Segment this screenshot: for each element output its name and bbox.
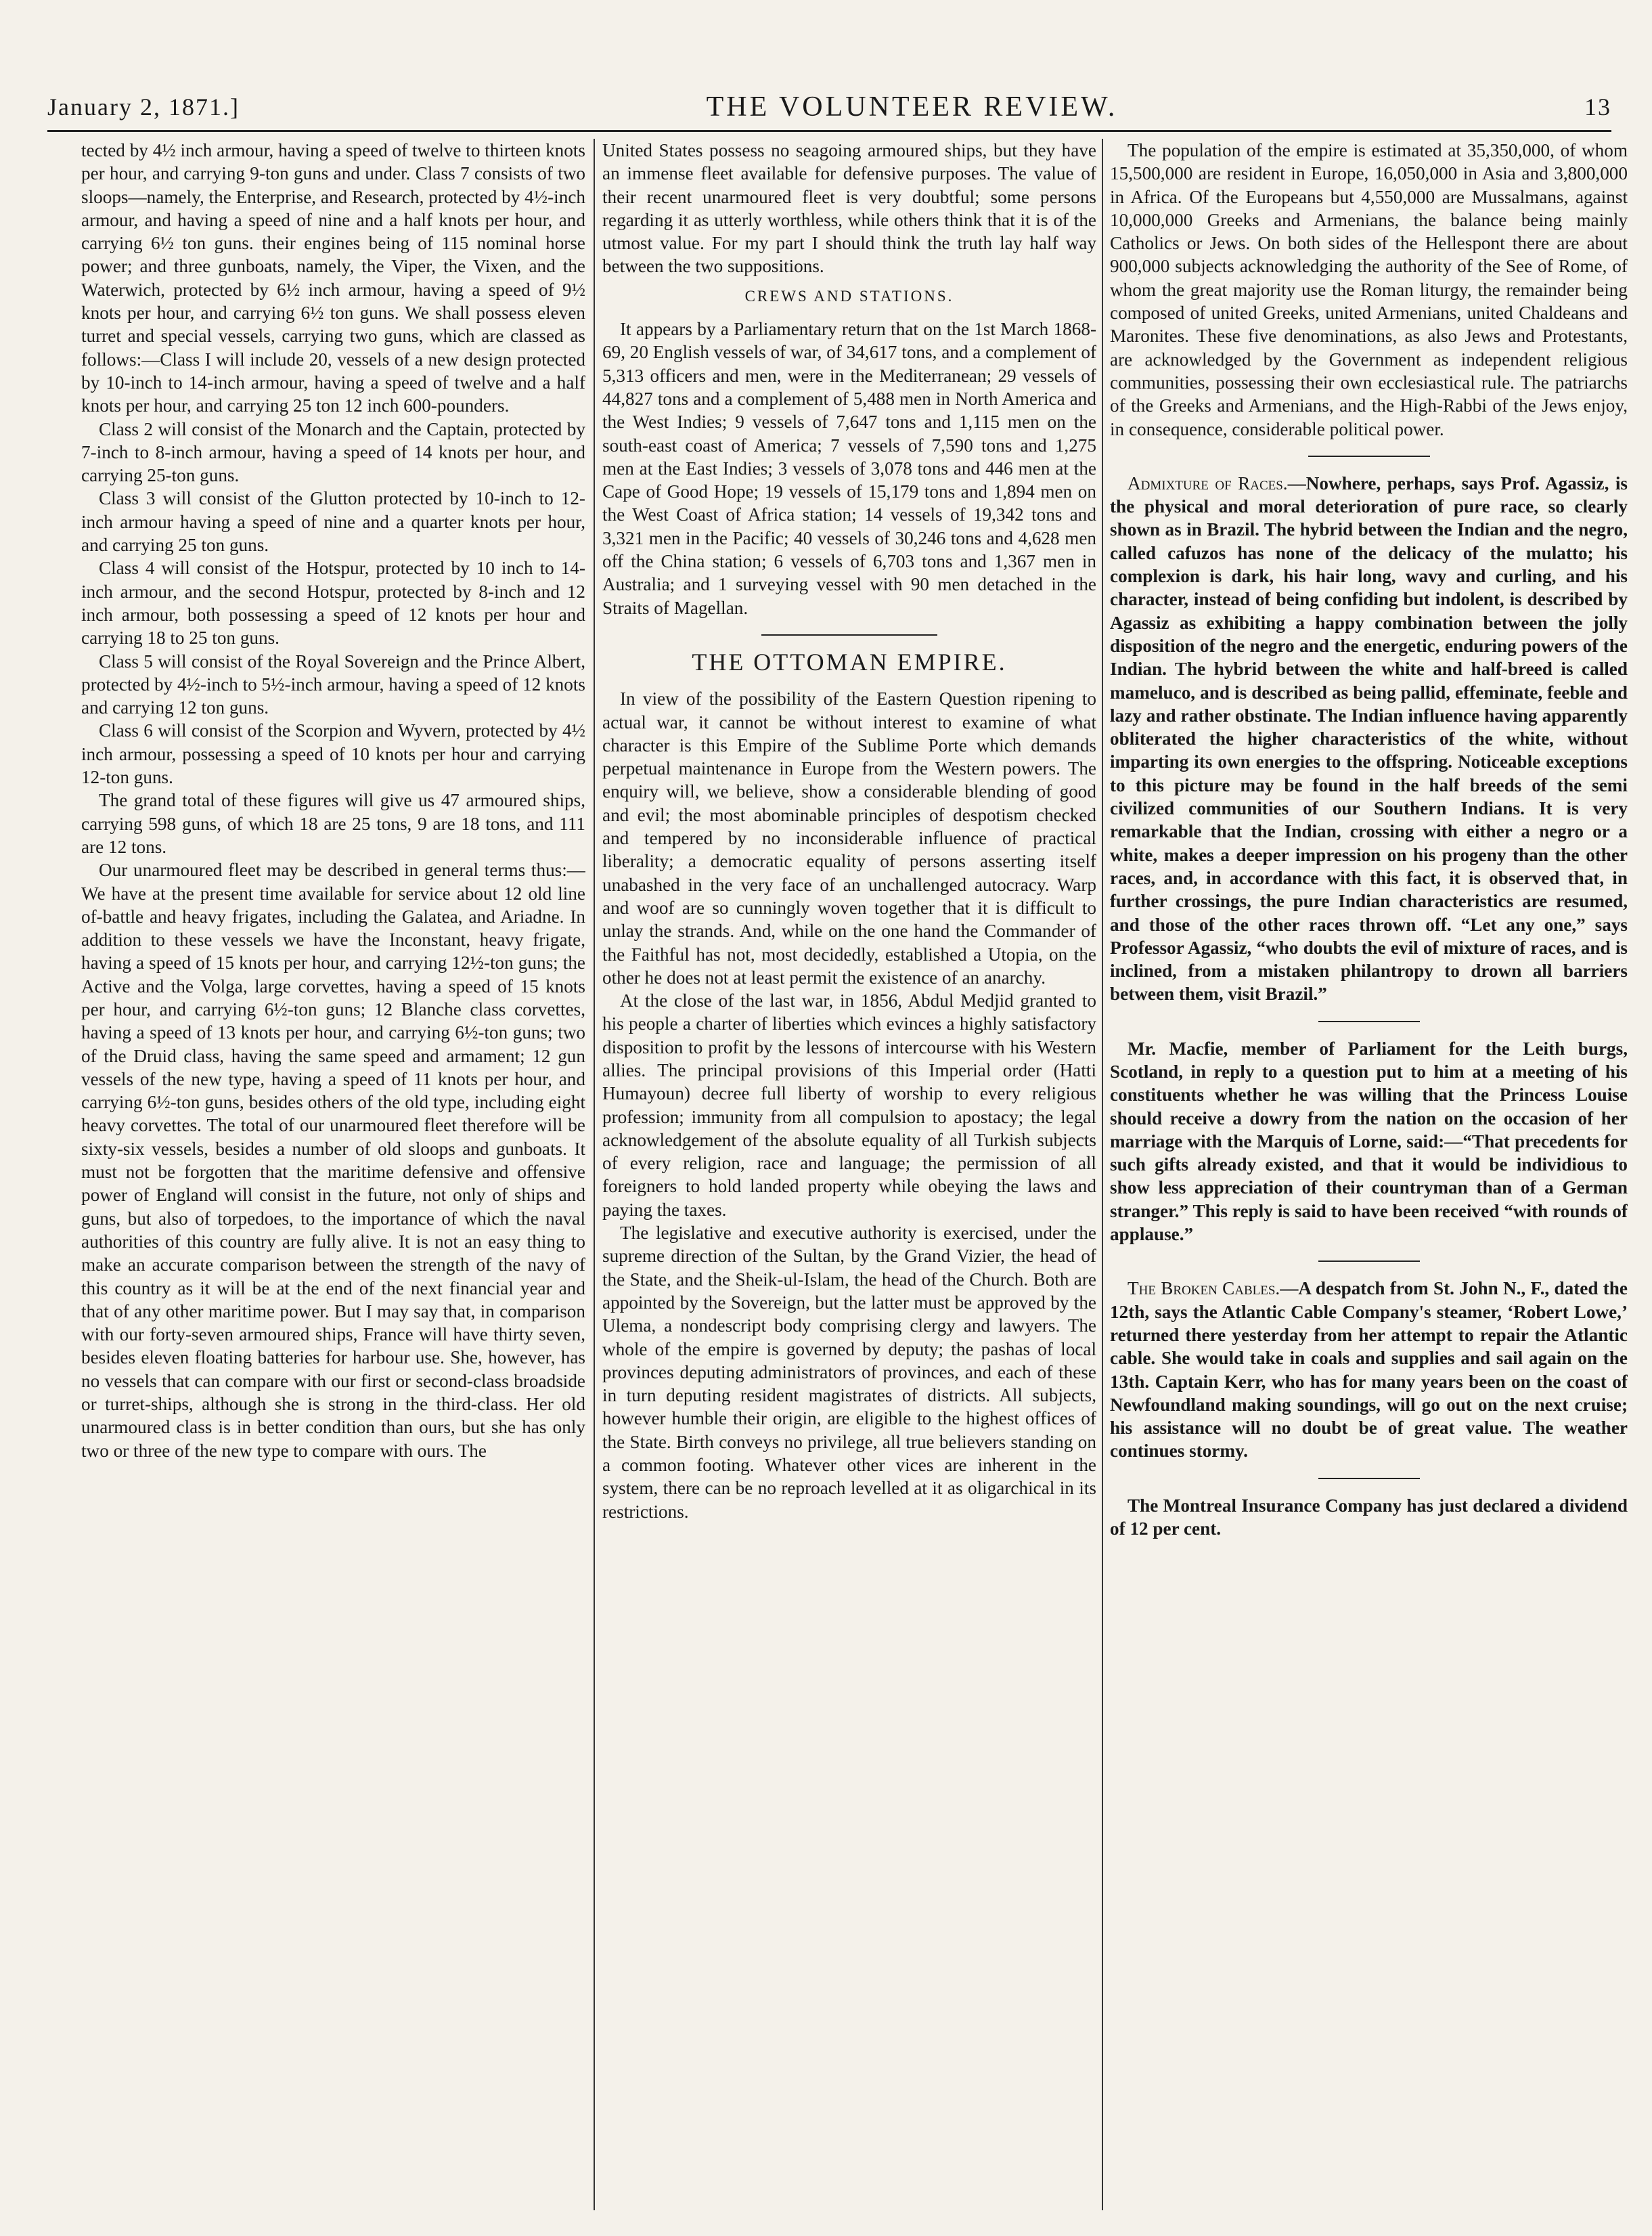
newspaper-title: THE VOLUNTEER REVIEW. bbox=[706, 91, 1118, 123]
page-number: 13 bbox=[1584, 93, 1611, 120]
paragraph: Class 5 will consist of the Royal Sovereign and the Prince Albert, protected by 4½-inch to 5½-inch armour, having a speed of 12 knots and carrying 12 ton guns. bbox=[81, 651, 585, 718]
paragraph: The grand total of these figures will give us 47 armoured ships, carrying 598 guns, of which 18 are 25 tons, 9 are 18 tons, and 111 are 12 tons. bbox=[81, 790, 585, 857]
paragraph: tected by 4½ inch armour, having a speed of twelve to thirteen knots per hour, and carrying 9-ton guns and under. Class 7 consists of two sloops—namely, the Enterprise, and Research, protected by 4½-inch armour, and having a speed of nine and a half knots per hour, and carrying 6½ ton guns. their engines being of 115 nominal horse power; and three gunboats, namely, the Viper, the Vixen, and the Waterwich, protected by 6½ inch armour, having a speed of 9½ knots per hour, and carrying 6½ ton guns. We shall possess eleven turret and special vessels, carrying two guns, which are classed as follows:—Class I will include 20, vessels of a new design protected by 10-inch to 14-inch armour, having a speed of twelve and a half knots per hour, and carrying 25 ton 12 inch 600-pounders. bbox=[81, 140, 585, 416]
header-rule bbox=[47, 130, 1611, 132]
page-header bbox=[47, 87, 1611, 127]
paragraph: Class 4 will consist of the Hotspur, protected by 10 inch to 14-inch armour, and the second Hotspur, protected by 8-inch and 12 inch armour, both possessing a speed of 12 knots per hour and carrying 18 to 25 ton guns. bbox=[81, 558, 585, 649]
paragraph bbox=[1110, 1277, 1628, 1462]
paragraph: In view of the possibility of the Eastern Question ripening to actual war, it cannot be without interest to examine of what character is this Empire of the Sublime Porte which demands perpetual maintenance in Europe from the Western powers. The enquiry will, we believe, show a considerable blending of good and evil; the most abominable principles of despotism checked and tempered by no inconsiderable influence of practical liberality; a democratic equality of persons asserting itself unabashed in the very face of an unchallenged autocracy. Warp and woof are so cunningly woven together that it is difficult to unlay the strands. And, while on the one hand the Commander of the Faithful has not, most decidedly, established a Utopia, on the other he does not at least permit the existence of an anarchy. bbox=[602, 688, 1096, 988]
article-lead: Admixture of Races. bbox=[1128, 473, 1288, 494]
column-2 bbox=[602, 139, 1096, 2210]
column-divider bbox=[1102, 139, 1103, 2210]
article-separator bbox=[1318, 1478, 1420, 1479]
article-lead: The Broken Cables. bbox=[1128, 1278, 1280, 1299]
column-3 bbox=[1110, 139, 1628, 2210]
paragraph: The Montreal Insurance Company has just declared a dividend of 12 per cent. bbox=[1110, 1495, 1628, 1539]
article-body: —Nowhere, perhaps, says Prof. Agassiz, is the physical and moral deterioration of pure race, so clearly shown as in Brazil. The hybrid between the Indian and the negro, called cafuzos has none of the delicacy of the mulatto; his complexion is dark, his hair long, wavy and curling, and his character, instead of being confiding but indolent, is described by Agassiz as exhibiting a happy combination between the jolly disposition of the negro and the energetic, enduring powers of the Indian. The hybrid between the white and half-breed is called mameluco, and is described as being pallid, effeminate, feeble and lazy and rather obstinate. The Indian influence having apparently obliterated the higher characteristics of the white, without imparting its own energies to the offspring. Noticeable exceptions to this picture may be found in the half breeds of the semi civilized communities of our Southern Indians. It is very remarkable that the Indian, crossing with either a negro or a white, makes a deeper impression on his progeny than the other races, and, in accordance with this fact, it is observed that, in further crossings, the pure Indian characteristics are resumed, and those of the other races thrown off. “Let any one,” says Professor Agassiz, “who doubts the evil of mixture of races, and is inclined, from a mistaken philantropy to drown all barriers between them, visit Brazil.” bbox=[1110, 473, 1628, 1005]
article-separator bbox=[761, 634, 937, 636]
paragraph: Class 3 will consist of the Glutton protected by 10-inch to 12-inch armour having a speed of nine and a quarter knots per hour, and carrying 25 ton guns. bbox=[81, 488, 585, 556]
article-separator bbox=[1318, 1021, 1420, 1022]
paragraph: It appears by a Parliamentary return that on the 1st March 1868-69, 20 English vessels of war, of 34,617 tons, and a complement of 5,313 officers and men, were in the Mediterranean; 29 vessels of 44,827 tons and a complement of 5,488 men in North America and the West Indies; 9 vessels of 7,647 tons and 1,115 men on the south-east coast of America; 7 vessels of 7,590 tons and 1,275 men at the East Indies; 3 vessels of 3,078 tons and 446 men at the Cape of Good Hope; 19 vessels of 15,179 tons and 1,894 men on the West Coast of Africa station; 14 vessels of 19,342 tons and 3,321 men in the Pacific; 40 vessels of 30,246 tons and 4,628 men off the China station; 6 vessels of 6,703 tons and 1,367 men in Australia; and 1 surveying vessel with 90 men detached in the Straits of Magellan. bbox=[602, 319, 1096, 618]
paragraph: The population of the empire is estimated at 35,350,000, of whom 15,500,000 are resident in Europe, 16,050,000 in Asia and 3,800,000 in Africa. Of the Europeans but 4,550,000 are Mussalmans, against 10,000,000 Greeks and Armenians, the balance being mainly Catholics or Jews. On both sides of the Hellespont there are about 900,000 subjects acknowledging the authority of the See of Rome, of whom the great majority use the Roman liturgy, the remainder being composed of united Greeks, united Armenians, united Chaldeans and Maronites. These five denominations, as also Jews and Protestants, are acknowledged by the Government as independent religious communities, possessing their own ecclesiastical rule. The patriarchs of the Greeks and Armenians, and the High-Rabbi of the Jews enjoy, in consequence, considerable political power. bbox=[1110, 140, 1628, 439]
paragraph: Class 6 will consist of the Scorpion and Wyvern, protected by 4½ inch armour, possessing a speed of 10 knots per hour and carrying 12-ton guns. bbox=[81, 720, 585, 788]
column-divider bbox=[594, 139, 595, 2210]
paragraph: Class 2 will consist of the Monarch and the Captain, protected by 7-inch to 8-inch armour, having a speed of 14 knots per hour, and carrying 25-ton guns. bbox=[81, 418, 585, 486]
paragraph bbox=[1110, 472, 1628, 1006]
article-separator bbox=[1308, 456, 1430, 457]
section-subheading: CREWS AND STATIONS. bbox=[744, 287, 954, 305]
paragraph: Mr. Macfie, member of Parliament for the Leith burgs, Scotland, in reply to a question put to him at a meeting of his constituents whether he was willing that the Princess Louise should receive a dowry from the nation on the occasion of her marriage with the Marquis of Lorne, said:—“That precedents for such gifts already existed, and that it would be individious to show less appreciation of their countryman than of a German stranger.” This reply is said to have been received “with rounds of applause.” bbox=[1110, 1038, 1628, 1245]
article-separator bbox=[1318, 1261, 1420, 1262]
article-title: THE OTTOMAN EMPIRE. bbox=[692, 648, 1007, 676]
paragraph: United States possess no seagoing armoured ships, but they have an immense fleet available for defensive purposes. The value of their recent unarmoured fleet is very doubtful; some persons regarding it as utterly worthless, while others think that it is of the utmost value. For my part I should think the truth lay half way between the two suppositions. bbox=[602, 140, 1096, 277]
article-body: —A despatch from St. John N., F., dated the 12th, says the Atlantic Cable Company's steamer, ‘Robert Lowe,’ returned there yesterday from her attempt to repair the Atlantic cable. She would take in coals and supplies and sail again on the 13th. Captain Kerr, who has for many years been on the coast of Newfoundland making soundings, will go out on the next cruise; his assistance will no doubt be of great value. The weather continues stormy. bbox=[1110, 1278, 1628, 1462]
paragraph: The legislative and executive authority is exercised, under the supreme direction of the Sultan, by the Grand Vizier, the head of the State, and the Sheik-ul-Islam, the head of the Church. Both are appointed by the Sovereign, but the latter must be approved by the Ulema, a nondescript body comprising clergy and lawyers. The whole of the empire is governed by deputy; the pashas of local provinces deputing administrators of provinces, and each of these in turn deputing resident magistrates of districts. All subjects, however humble their origin, are eligible to the highest offices of the State. Birth conveys no privilege, all true believers standing on a common footing. Whatever other vices are inherent in the system, there can be no reproach levelled at it as oligarchical in its restrictions. bbox=[602, 1223, 1096, 1522]
paragraph: At the close of the last war, in 1856, Abdul Medjid granted to his people a charter of liberties which evinces a highly satisfactory disposition to profit by the lessons of intercourse with his Western allies. The principal provisions of this Imperial order (Hatti Humayoun) decree full liberty of worship to every religious profession; immunity from all compulsion to apostacy; the legal acknowledgement of the absolute equality of all Turkish subjects of every religion, race and language; the permission of all foreigners to hold landed property while obeying the laws and paying the taxes. bbox=[602, 990, 1096, 1220]
paragraph: Our unarmoured fleet may be described in general terms thus:—We have at the present time available for service about 12 old line of-battle and heavy frigates, including the Galatea, and Ariadne. In addition to these vessels we have the Inconstant, heavy frigate, having a speed of 15 knots per hour, and carrying 12½-ton guns; the Active and the Volga, large corvettes, having a speed of 15 knots per hour, and carrying 6½-ton guns; 12 Blanche class corvettes, having a speed of 13 knots per hour, and carrying 6½-ton guns; two of the Druid class, having the same speed and armament; 12 gun vessels of the new type, having a speed of 11 knots per hour, and carrying 6½-ton guns, besides others of the old type, including eight heavy corvettes. The total of our unarmoured fleet therefore will be sixty-six vessels, besides a number of old sloops and gunboats. It must not be forgotten that the maritime defensive and offensive power of England will consist in the future, not only of ships and guns, but also of torpedoes, to the importance of which the naval authorities of this country are fully alive. It is not an easy thing to make an accurate comparison between the strength of the navy of this country as it will be at the end of the next financial year and that of any other maritime power. But I may say that, in comparison with our forty-seven armoured ships, France will have thirty seven, besides eleven floating batteries for harbour use. She, however, has no vessels that can compare with our first or second-class broadside or turret-ships, although she is strong in the third-class. Her old unarmoured class is in better condition than ours, but she has only two or three of the new type to compare with ours. The bbox=[81, 860, 585, 1461]
column-1 bbox=[81, 139, 585, 2210]
issue-date: January 2, 1871.] bbox=[47, 93, 240, 120]
